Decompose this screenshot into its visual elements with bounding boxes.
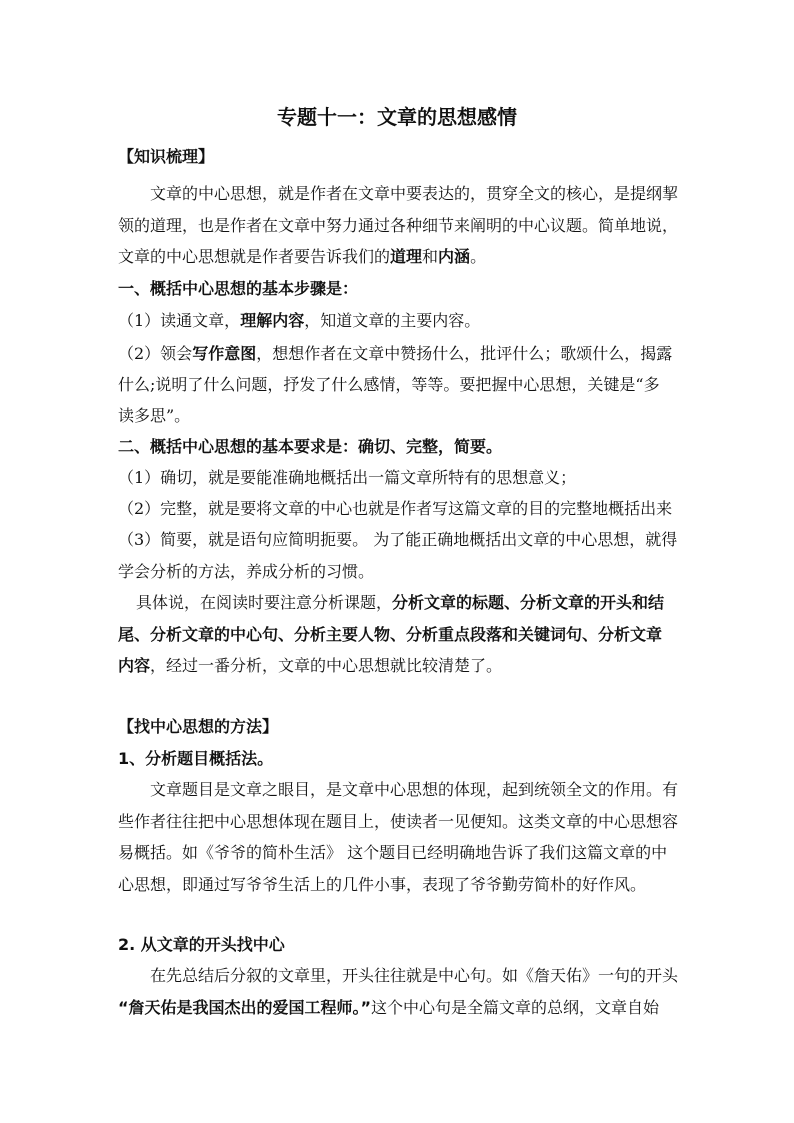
steps-heading: 一、概括中心思想的基本步骤是：: [118, 279, 359, 298]
detail-keywords: 分析文章的标题、分析文章的开头和结: [392, 593, 665, 612]
method-2-heading: 2. 从文章的开头找中心: [118, 935, 285, 954]
method-2-line-2: [118, 998, 684, 1018]
intro-line-1: 文章的中心思想，就是作者在文章中要表达的，贯穿全文的核心，是提纲挈: [150, 184, 679, 203]
method-1-line-1: 文章题目是文章之眼目，是文章中心思想的体现，起到统领全文的作用。有: [150, 780, 679, 799]
step-1-rest: ，知道文章的主要内容。: [304, 311, 481, 330]
method-2-line-1: 在先总结后分叙的文章里，开头往往就是中心句。如《詹天佑》一句的开头: [150, 966, 679, 985]
requirements-heading: 二、概括中心思想的基本要求是：确切、完整，简要。: [118, 437, 503, 456]
intro-text: 文章的中心思想就是作者要告诉我们的: [118, 247, 391, 266]
step-1-keyword: 理解内容: [240, 311, 305, 330]
step-2-keyword: 写作意图: [192, 344, 257, 363]
requirement-1: （1）确切，就是要能准确地概括出一篇文章所特有的思想意义；: [118, 468, 577, 487]
requirement-2: （2）完整，就是要将文章的中心也就是作者写这篇文章的目的完整地概括出来: [118, 499, 673, 518]
detail-rest: ，经过一番分析，文章的中心思想就比较清楚了。: [150, 656, 503, 675]
method-1-line-4: 心思想，即通过写爷爷生活上的几件小事，表现了爷爷勤劳简朴的好作风。: [118, 875, 647, 894]
detail-line-3: [118, 656, 684, 676]
intro-line-3: [118, 247, 684, 267]
detail-line-2: 尾、分析文章的中心句、分析主要人物、分析重点段落和关键词句、分析文章: [118, 625, 663, 644]
method-1-line-3: 易概括。如《爷爷的简朴生活》 这个题目已经明确地告诉了我们这篇文章的中: [118, 843, 668, 862]
step-2-line-3: 读多思”。: [118, 406, 191, 425]
detail-line-1: [136, 593, 684, 613]
method-1-line-2: 些作者往往把中心思想体现在题目上，使读者一见便知。这类文章的中心思想容: [118, 812, 679, 831]
intro-conj: 和: [422, 247, 439, 266]
detail-keyword-content: 内容: [118, 656, 151, 675]
step-2-rest: ，想想作者在文章中赞扬什么，批评什么；歌颂什么，揭露: [256, 344, 673, 363]
detail-text: 具体说，在阅读时要注意分析课题，: [136, 593, 393, 612]
section-heading-methods: 【找中心思想的方法】: [118, 717, 279, 736]
intro-end: 。: [470, 247, 487, 266]
method-2-quote: “詹天佑是我国杰出的爱国工程师。”: [118, 998, 372, 1017]
step-2-line-2: 什么;说明了什么问题，抒发了什么感情，等等。要把握中心思想，关键是“多: [118, 375, 660, 394]
intro-line-2: 领的道理，也是作者在文章中努力通过各种细节来阐明的中心议题。简单地说，: [118, 216, 679, 235]
page-title: 专题十一：文章的思想感情: [277, 105, 517, 129]
section-heading-knowledge: 【知识梳理】: [118, 147, 215, 166]
step-1: [118, 311, 684, 331]
intro-keyword-neihan: 内涵: [438, 247, 471, 266]
step-1-text: （1）读通文章，: [118, 311, 241, 330]
requirement-3-line-1: （3）简要，就是语句应简明扼要。 为了能正确地概括出文章的中心思想，就得: [118, 530, 678, 549]
requirement-3-line-2: 学会分析的方法，养成分析的习惯。: [118, 562, 375, 581]
intro-keyword-daoli: 道理: [390, 247, 423, 266]
method-2-rest: 这个中心句是全篇文章的总纲，文章自始: [371, 998, 660, 1017]
step-2-line-1: [118, 344, 684, 364]
method-1-heading: 1、分析题目概括法。: [118, 749, 274, 768]
step-2-text: （2）领会: [118, 344, 193, 363]
